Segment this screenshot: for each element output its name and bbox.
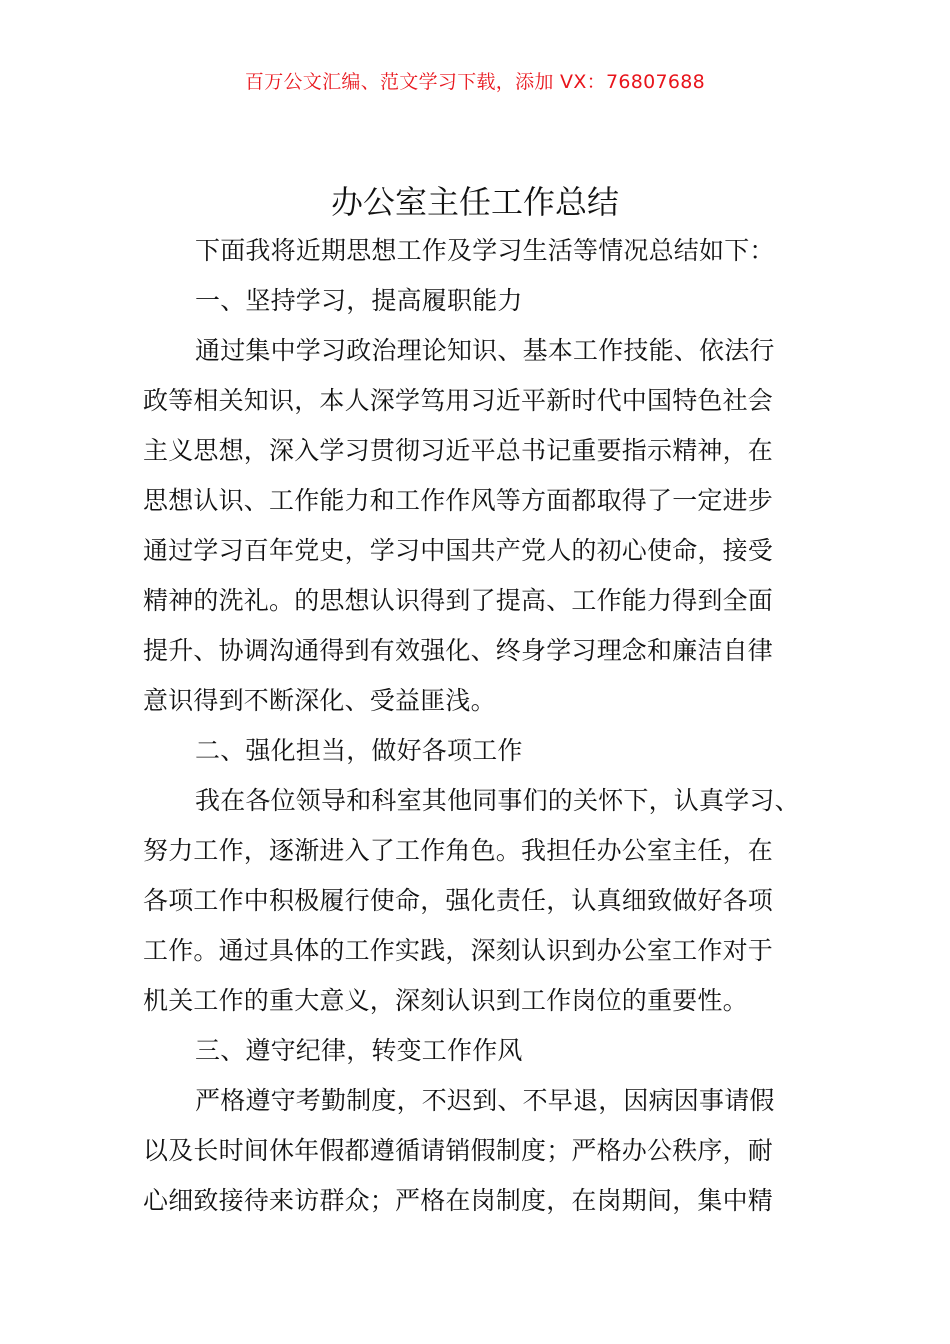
document-body <box>143 226 811 1226</box>
paragraph-line: 意识得到不断深化、受益匪浅。 <box>143 686 496 715</box>
section-heading-2: 二、强化担当，做好各项工作 <box>195 736 523 765</box>
paragraph-line: 严格遵守考勤制度，不迟到、不早退，因病因事请假 <box>195 1086 775 1115</box>
paragraph-line: 主义思想，深入学习贯彻习近平总书记重要指示精神，在 <box>143 436 774 465</box>
paragraph-line: 通过集中学习政治理论知识、基本工作技能、依法行 <box>195 336 775 365</box>
paragraph-line: 通过学习百年党史，学习中国共产党人的初心使命，接受 <box>143 536 774 565</box>
paragraph-line: 提升、协调沟通得到有效强化、终身学习理念和廉洁自律 <box>143 636 774 665</box>
paragraph-line: 以及长时间休年假都遵循请销假制度；严格办公秩序，耐 <box>143 1136 774 1165</box>
intro-line: 下面我将近期思想工作及学习生活等情况总结如下： <box>195 236 775 265</box>
paragraph-line: 努力工作，逐渐进入了工作角色。我担任办公室主任，在 <box>143 836 774 865</box>
section-heading-3: 三、遵守纪律，转变工作作风 <box>195 1036 523 1065</box>
paragraph-line: 精神的洗礼。的思想认识得到了提高、工作能力得到全面 <box>143 586 774 615</box>
paragraph-line: 我在各位领导和科室其他同事们的关怀下，认真学习、 <box>195 786 800 815</box>
paragraph-line: 工作。通过具体的工作实践，深刻认识到办公室工作对于 <box>143 936 774 965</box>
paragraph-line: 机关工作的重大意义，深刻认识到工作岗位的重要性。 <box>143 986 748 1015</box>
paragraph-line: 心细致接待来访群众；严格在岗制度，在岗期间，集中精 <box>143 1186 774 1215</box>
section-heading-1: 一、坚持学习，提高履职能力 <box>195 286 523 315</box>
watermark-header: 百万公文汇编、范文学习下载，添加 VX：76807688 <box>244 71 706 93</box>
paragraph-line: 各项工作中积极履行使命，强化责任，认真细致做好各项 <box>143 886 774 915</box>
document-title: 办公室主任工作总结 <box>330 183 619 221</box>
paragraph-line: 政等相关知识，本人深学笃用习近平新时代中国特色社会 <box>143 386 774 415</box>
paragraph-line: 思想认识、工作能力和工作作风等方面都取得了一定进步 <box>143 486 774 515</box>
